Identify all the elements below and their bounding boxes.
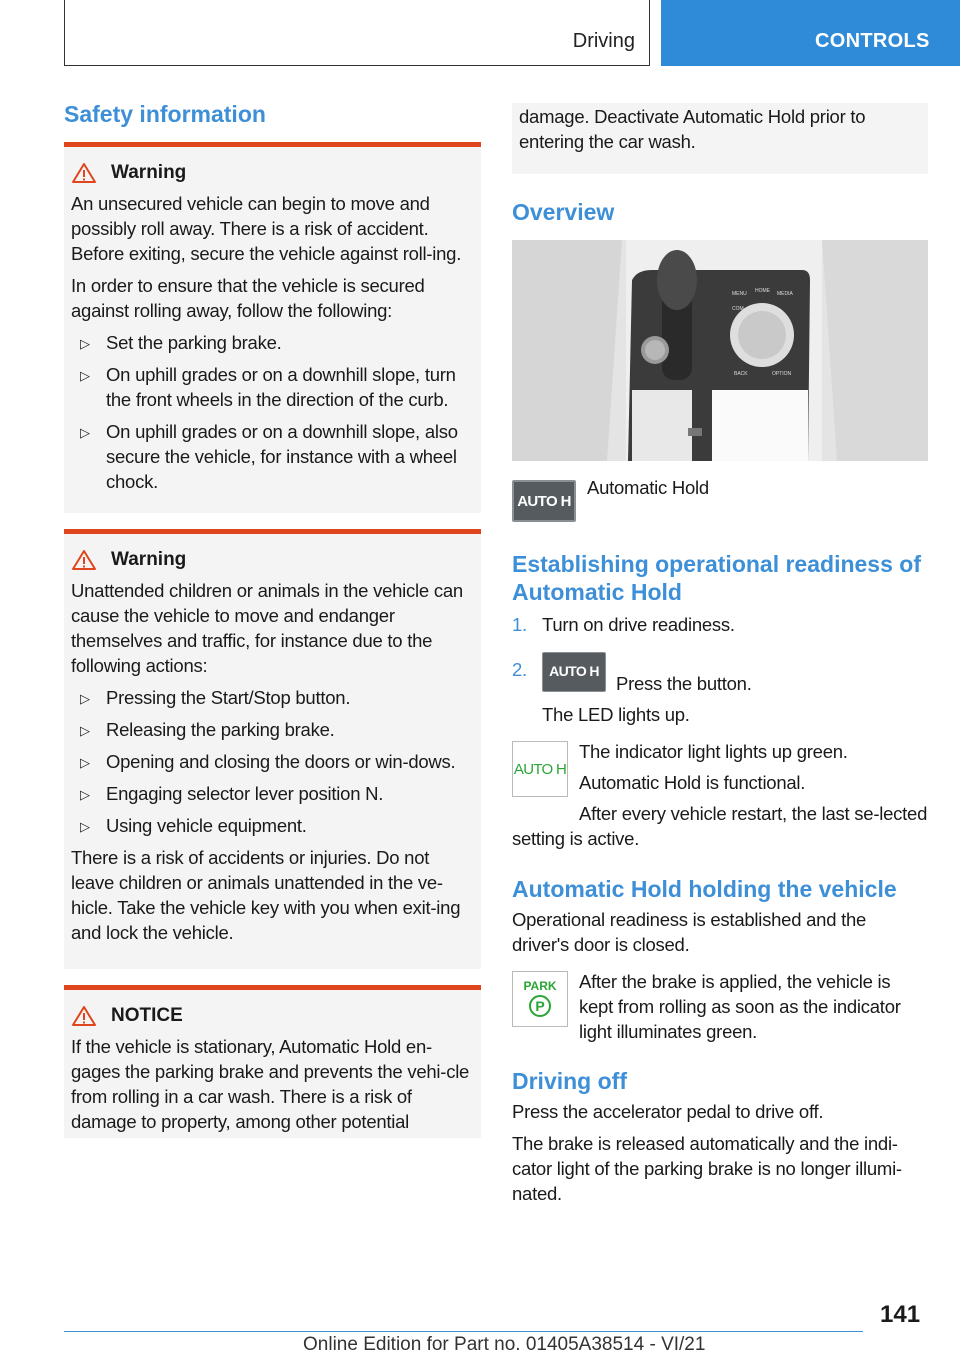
indicator-text-2: Automatic Hold is functional. <box>579 772 806 793</box>
console-illustration <box>512 240 928 461</box>
warning-label-1: Warning <box>111 162 187 183</box>
warning2-paragraph-2: There is a risk of accidents or injuries. Do not leave children or animals unattended in the ve-hicle. Take the vehicle key with you when exit-ing and lock the vehicle. <box>71 847 461 943</box>
auto-h-button-icon: AUTO H <box>512 480 576 522</box>
warning1-list <box>71 330 474 494</box>
warning1-paragraph-1: An unsecured vehicle can begin to move and possibly roll away. There is a risk of accident. Before exiting, secure the vehicle against roll-ing. <box>71 193 462 264</box>
automatic-hold-caption: Automatic Hold <box>587 477 709 498</box>
park-indicator-icon <box>512 971 568 1027</box>
edition-text: Online Edition for Part no. 01405A38514 - VI/21 <box>303 1334 706 1355</box>
bullet-triangle-icon: ▷ <box>80 787 90 802</box>
warning-label-2: Warning <box>111 549 187 570</box>
bullet-triangle-icon: ▷ <box>80 819 90 834</box>
page-number: 141 <box>880 1301 921 1328</box>
notice-box <box>64 985 481 1138</box>
step-item: 2. AUTO H Press the button. <box>512 647 928 696</box>
list-item: ▷ Engaging selector lever position N. <box>71 781 474 806</box>
footer-divider <box>64 1331 863 1332</box>
step-item: 1. Turn on drive readiness. <box>512 614 735 635</box>
notice-continuation-text: damage. Deactivate Automatic Hold prior to entering the car wash. <box>519 106 866 152</box>
bullet-triangle-icon: ▷ <box>80 425 90 440</box>
park-label: PARK <box>523 979 557 993</box>
warning2-paragraph-1: Unattended children or animals in the vehicle can cause the vehicle to move and endanger themselves and traffic, for instance due to the following actions: <box>71 580 463 676</box>
photo-label-menu: MENU <box>732 291 747 297</box>
list-item: ▷ Set the parking brake. <box>71 330 474 355</box>
driving-off-heading: Driving off <box>512 1068 627 1094</box>
auto-h-button-icon: AUTO H <box>542 652 606 692</box>
list-item: ▷ On uphill grades or on a downhill slope, also secure the vehicle, for instance with a wheel chock. <box>80 421 458 492</box>
header-section-tab <box>64 0 650 66</box>
indicator-text-3: After every vehicle restart, the last se-lected setting is active. <box>512 803 928 849</box>
overview-heading: Overview <box>512 199 615 225</box>
bullet-triangle-icon: ▷ <box>80 723 90 738</box>
warning-triangle-icon <box>71 162 97 184</box>
warning2-list <box>71 685 474 838</box>
driving-off-paragraph-2: The brake is released automatically and the indi-cator light of the parking brake is no longer illumi-nated. <box>512 1133 902 1204</box>
photo-label-home: HOME <box>755 288 770 294</box>
notice-paragraph: If the vehicle is stationary, Automatic Hold en-gages the parking brake and prevents the vehi-cle from rolling in a car wash. There is a risk of damage to property, among other potential <box>71 1036 470 1132</box>
list-item: ▷ Using vehicle equipment. <box>71 813 474 838</box>
steps-list <box>512 612 928 696</box>
indicator-block <box>512 739 928 851</box>
warning-box-1 <box>64 142 481 513</box>
safety-information-heading: Safety information <box>64 101 266 127</box>
operational-readiness-heading: Establishing operational readiness of Automatic Hold <box>512 551 921 605</box>
warning1-paragraph-2: In order to ensure that the vehicle is secured against rolling away, follow the following: <box>71 275 425 321</box>
auto-h-indicator-icon: AUTO H <box>512 741 568 797</box>
park-indicator-text: After the brake is applied, the vehicle is kept from rolling as soon as the indicator light illuminates green. <box>579 971 901 1042</box>
driving-off-paragraph-1: Press the accelerator pedal to drive off. <box>512 1101 824 1122</box>
photo-label-option: OPTION <box>772 371 792 377</box>
photo-label-back: BACK <box>734 371 748 377</box>
list-item: ▷ On uphill grades or on a downhill slope, turn the front wheels in the direction of the curb. <box>80 364 456 410</box>
warning-title-1 <box>71 161 474 185</box>
console-photo <box>512 240 928 461</box>
bullet-triangle-icon: ▷ <box>80 368 90 383</box>
bullet-triangle-icon: ▷ <box>80 336 90 351</box>
list-item: ▷ Pressing the Start/Stop button. <box>71 685 474 710</box>
led-text: The LED lights up. <box>542 704 690 725</box>
list-item: ▷ Opening and closing the doors or win-dows. <box>71 749 474 774</box>
warning-triangle-icon <box>71 1005 97 1027</box>
park-circle-icon: P <box>529 995 551 1017</box>
automatic-hold-holding-heading: Automatic Hold holding the vehicle <box>512 876 897 902</box>
header-chapter-tab <box>661 0 960 66</box>
photo-label-media: MEDIA <box>777 291 793 297</box>
photo-label-com: COM <box>732 306 744 312</box>
warning-triangle-icon <box>71 549 97 571</box>
step-number: 2. <box>512 659 527 680</box>
automatic-hold-caption-row <box>512 477 928 522</box>
warning-title-2 <box>71 548 474 572</box>
left-column <box>64 100 481 1138</box>
header-chapter-label: CONTROLS <box>815 30 930 52</box>
indicator-text-1: The indicator light lights up green. <box>579 741 848 762</box>
list-item: ▷ Releasing the parking brake. <box>71 717 474 742</box>
bullet-triangle-icon: ▷ <box>80 755 90 770</box>
step-number: 1. <box>512 614 527 635</box>
header-section-label: Driving <box>572 30 635 52</box>
notice-title <box>71 1004 474 1028</box>
right-column <box>512 103 928 1206</box>
park-indicator-block <box>512 969 928 1045</box>
bullet-triangle-icon: ▷ <box>80 691 90 706</box>
notice-label: NOTICE <box>111 1005 183 1026</box>
notice-continuation-box <box>512 103 928 174</box>
warning-box-2 <box>64 529 481 969</box>
section2-paragraph: Operational readiness is established and the driver's door is closed. <box>512 909 867 955</box>
